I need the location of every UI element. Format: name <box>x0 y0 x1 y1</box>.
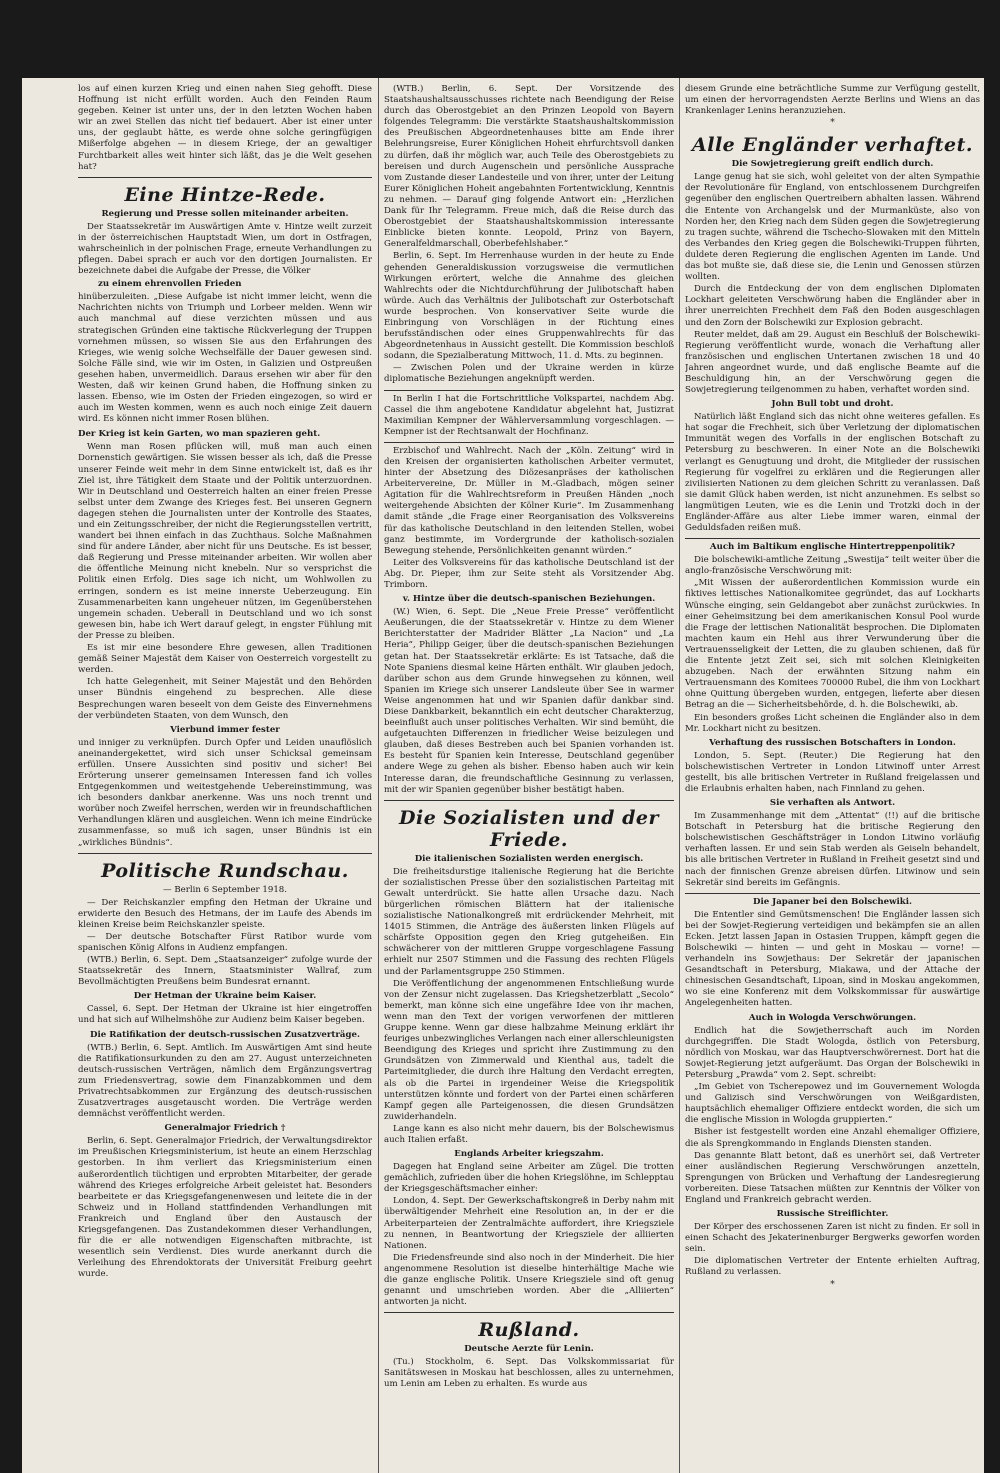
paragraph: Im Zusammenhange mit dem „Attentat“ (!!) auf die britische Botschaft in Petersburg hat die britische Regierung den bolschewistischen Geschäftsträger in London Litwino vorläufig verhaften lassen. Er und sein Stab werden als Geiseln behandelt, bis alle britischen Vertreter in Rußland in Freiheit gesetzt sind und nach der finnischen Grenze abreisen dürfen. Litwinow und sein Sekretär sind bereits im Gefängnis. <box>685 811 980 888</box>
paragraph: Durch die Entdeckung der von dem englischen Diplomaten Lockhart geleiteten Verschwörung haben die Engländer aber in ihrer unerreichten Frechheit dem Faß den Boden ausgeschlagen und den Zorn der Bolschewiki zur Explosion gebracht. <box>685 284 980 328</box>
subhead-regierung-presse: Regierung und Presse sollen miteinander arbeiten. <box>101 208 349 219</box>
paragraph: Ein besonders großes Licht scheinen die Engländer also in dem Mr. Lockhart nicht zu besitzen. <box>685 712 980 734</box>
paragraph: Lange kann es also nicht mehr dauern, bis der Bolschewismus auch Italien erfaßt. <box>384 1123 674 1145</box>
section-divider <box>78 853 372 854</box>
column-2 <box>384 84 674 1473</box>
paragraph: — Der Reichskanzler empfing den Hetman der Ukraine und erwiderte den Besuch des Hetmans, der im Laufe des Abends im kleinen Kreise beim Reichskanzler speiste. <box>78 897 372 930</box>
column-1 <box>78 84 372 1473</box>
subhead-litwinoff: Verhaftung des russischen Botschafters in London. <box>709 737 956 748</box>
subhead-spanien: v. Hintze über die deutsch-spanischen Beziehungen. <box>402 594 656 605</box>
star-separator: * <box>830 118 835 129</box>
subhead-antwort: Sie verhaften als Antwort. <box>769 798 896 809</box>
paragraph: Erzbischof und Wahlrecht. Nach der „Köln. Zeitung“ wird in den Kreisen der organisierten katholischen Arbeiter vermutet, hinter der Absetzung des Diözesanpräses der katholischen Arbeitervereine, Dr. Müller in M.-Gladbach, mögen seiner Agitation für die Wahlrechtsreform in Preußen Händen „noch weitergehende Absichten der Kölner Kurie“. Im Zusammenhang damit stände „die Frage einer Reorganisation des Volksvereins für das katholische Deutschland in den leitenden Stellen, wobei ganz bestimmte, im Vordergrunde der katholisch-sozialen Bewegung stehende, Persönlichkeiten genannt würden.“ <box>384 445 674 556</box>
paragraph: hinüberzuleiten. „Diese Aufgabe ist nicht immer leicht, wenn die Nachrichten nichts von Triumph und Lorbeer melden. Wenn wir auch manchmal auf diese verzichten müssen und aus strategischen Gründen eine taktische Rückverlegung der Truppen vornehmen müssen, so wissen Sie aus den Erfahrungen des Krieges, wie wenig solche Wechselfälle der Dauer gewesen sind. Solche Fälle sind, wie wir im Osten, in Galizien und Ostpreußen gesehen haben, unvermeidlich. Daraus ersehen wir aber für den Westen, daß wir keinen Grund haben, die Hoffnung sinken zu lassen. Ebenso, wie im Osten der Frieden eingezogen, so wird er auch im Westen kommen, wenn es auch noch einige Zeit dauern wird. Es können nicht immer Rosen blühen. <box>78 292 372 425</box>
paragraph: (WTB.) Berlin, 6. Sept. Amtlich. Im Auswärtigen Amt sind heute die Ratifikationsurkunden zu den am 27. August unterzeichneten deutsch-russischen Verträgen, nämlich dem Ergänzungsvertrag zum Friedensvertrag, sowie dem Finanzabkommen und dem Privatrechtsabkommen zur Ergänzung des deutsch-russischen Zusatzvertrages ausgetauscht worden. Die Verträge werden demnächst veröffentlicht werden. <box>78 1042 372 1120</box>
subhead-hetman: Der Hetman der Ukraine beim Kaiser. <box>133 991 317 1002</box>
section-divider <box>685 893 980 894</box>
subhead-baltikum: Auch im Baltikum englische Hintertreppenpolitik? <box>709 542 956 553</box>
subhead-wologda: Auch in Wologda Verschwörungen. <box>748 1012 917 1023</box>
section-divider <box>384 442 674 443</box>
subhead-ratifikation: Die Ratifikation der deutsch-russischen Zusatzverträge. <box>90 1029 360 1040</box>
paragraph: „Mit Wissen der außerordentlichen Kommission wurde ein fiktives lettisches Nationalkomitee gegründet, das auf Lockharts Wünsche einging, sein Geldangebot aber zunächst zurückwies. In einer Geheimsitzung bei dem amerikanischen Konsul Pool wurde die Frage der lettischen Nationalität besprochen. Die Diplomaten machten kaum ein Hehl aus ihrer Verwunderung über die Vertrauensseligkeit der Letten, die zu glauben schienen, daß für die Entente jetzt Zeit sei, sich mit solchen Kleinigkeiten abzugeben. Nach der erwähnten Sitzung nahm ein Vertrauensmann des Komitees 700000 Rubel, die ihm von Lockhart ohne Quittung übergeben wurden, entgegen, lieferte aber diesen Betrag an die — Sicherheitsbehörde, d. h. die Bolschewiki, ab. <box>685 578 980 711</box>
paragraph: Berlin, 6. Sept. Im Herrenhause wurden in der heute zu Ende gehenden Generaldiskussion vorzugsweise die vermutlichen Wirkungen erörtert, welche die Annahme des gleichen Wahlrechts oder die Nichtdurchführung der Julibotschaft haben würde. Auch das Verhältnis der Julibotschaft zur Osterbotschaft wurde besprochen. Von konservativer Seite wurde die Einbringung von Vorschlägen in der Richtung eines berufsständischen oder eines Gruppenwahlrechts für das Abgeordnetenhaus in Aussicht gestellt. Die Kommission beschloß sodann, die Spezialberatung Mittwoch, 11. d. Mts. zu beginnen. <box>384 251 674 362</box>
paragraph: (Tu.) Stockholm, 6. Sept. Das Volkskommissariat für Sanitätswesen in Moskau hat beschlossen, alles zu unternehmen, um Lenin am Leben zu erhalten. Es wurde aus <box>384 1357 674 1390</box>
headline-hintze: Eine Hintze-Rede. <box>124 183 326 206</box>
subhead-japaner: Die Japaner bei den Bolschewiki. <box>753 896 912 907</box>
paragraph: Die bolschewiki-amtliche Zeitung „Swestija“ teilt weiter über die anglo-französische Verschwörung mit: <box>685 555 980 577</box>
paragraph: Das genannte Blatt betont, daß es unerhört sei, daß Vertreter einer ausländischen Regierung Verschwörungen anzetteln, Sprengungen von Brücken und Verhaftung der Landesregierung vorbereiten. Diese Tatsachen müßten zur Kenntnis der Völker von England und Frankreich gebracht werden. <box>685 1150 980 1205</box>
headline-rundschau: Politische Rundschau. <box>101 859 349 882</box>
section-divider <box>78 177 372 178</box>
column-rule-right <box>679 78 680 1473</box>
paragraph: Ich hatte Gelegenheit, mit Seiner Majestät und den Behörden unser Bündnis eingehend zu besprechen. Alle diese Besprechungen waren beseelt von dem Geiste des Einvernehmens der verbündeten Staaten, von dem Wunsch, den <box>78 677 372 721</box>
paragraph: Wenn man Rosen pflücken will, muß man auch einen Dornenstich gewärtigen. Sie wissen besser als ich, daß die Presse unserer Feinde weit mehr in dem Sinne entwickelt ist, daß es ihr Ziel ist, ihre Tätigkeit dem Staate und der Politik unterzuordnen. Wir in Deutschland und Oesterreich halten an einer freien Presse selbst unter dem Zwange des Krieges fest. Bei unseren Gegnern dagegen stehen die Journalisten unter der Kontrolle des Staates, und ein Zeitungsschreiber, der nicht die Regierungsstellen vertritt, wandert bei ihnen einfach in das Zuchthaus. Solche Maßnahmen sind für andere Länder, aber nicht für uns Deutsche. Es ist besser, daß Regierung und Presse miteinander arbeiten. Wir wollen aber die öffentliche Meinung nicht knebeln. Nur so versprichst die Politik einen Erfolg. Dies sage ich nicht, um Wohlwollen zu erringen, sondern es ist meine innerste Ueberzeugung. Ein Zusammenarbeiten kann ungeheuer nützen, im Gegenüberstehen ungemein schaden. Ueberall in Deutschland und wo ich sonst gewesen bin, habe ich Wert darauf gelegt, in engster Fühlung mit der Presse zu bleiben. <box>78 442 372 641</box>
subhead-john-bull: John Bull tobt und droht. <box>771 399 894 410</box>
star-separator: * <box>830 1279 835 1290</box>
paragraph: „Im Gebiet von Tscherepowez und im Gouvernement Wologda und Galizisch sind Verschwörungen von Weißgardisten, hauptsächlich ehemaliger Offiziere entdeckt worden, die sich um die englische Mission in Wologda gruppierten.“ <box>685 1082 980 1126</box>
paragraph: Es ist mir eine besondere Ehre gewesen, allen Traditionen gemäß Seiner Majestät dem Kaiser von Oesterreich vorgestellt zu werden. <box>78 643 372 676</box>
paragraph: Lange genug hat sie sich, wohl geleitet von der alten Sympathie der Revolutionäre für England, von entschlossenem Durchgreifen gegenüber den englischen Quertreibern abhalten lassen. Während die Entente von Archangelsk und der Murmanküste, also von Norden her, den Krieg nach dem Süden gegen die Sowjetregierung zu tragen suchte, während die Tschecho-Slowaken mit den Mitteln des Verbandes den Krieg gegen die Bolschewiki-Truppen führten, duldete deren Regierung die englischen Agenten im Lande. Und das bot mußte sie, daß diese sie, die Lenin und Genossen stürzen wollten. <box>685 172 980 283</box>
section-divider <box>384 800 674 801</box>
dateline: — Berlin 6 September 1918. <box>163 884 287 895</box>
paragraph: Natürlich läßt England sich das nicht ohne weiteres gefallen. Es hat sogar die Frechheit, sich über Verletzung der diplomatischen Immunität wegen des Vorfalls in der englischen Botschaft zu Petersburg zu beschweren. In einer Note an die Bolschewiki verlangt es Genugtuung und droht, die Mitglieder der russischen Regierung für vogelfrei zu erklären und die Regierungen aller zivilisierten Nationen zu dem gleichen Schritt zu veranlassen. Daß sie damit Glück haben werden, ist nicht anzunehmen. Es selbst so langmütigen Leuten, wie es die Lenin und Trotzki doch in der Engländer-Affäre aus alter Liebe immer waren, einmal der Geduldsfaden reißen muß. <box>685 412 980 534</box>
subhead-garten: Der Krieg ist kein Garten, wo man spazieren geht. <box>78 429 321 440</box>
paragraph: (W.) Wien, 6. Sept. Die „Neue Freie Presse“ veröffentlicht Aeußerungen, die der Staatssekretär v. Hintze zu dem Wiener Berichterstatter der Madrider Blätter „La Nacion“ und „La Heria“, Philipp Geiger, über die deutsch-spanischen Beziehungen getan hat. Der Staatssekretär erklärte: Es ist Tatsache, daß die Note Spaniens diesmal keine Härten enthält. Wir glauben jedoch, darüber schon aus dem Grunde hinwegsehen zu können, weil Spanien im Kriege sich unserer Landsleute über See in warmer Weise angenommen hat und wir Spanien dafür dankbar sind. Diese Dankbarkeit, bekanntlich ein echt deutscher Charakterzug, beeinflußt auch unser politisches Verhalten. Wir sind bemüht, die aufgetauchten Differenzen in friedlicher Weise beizulegen und glauben, daß dieses Bestreben auch bei Spanien vorhanden ist. Es besteht für Spanien kein Interesse, Deutschland gegenüber andere Wege zu gehen als bisher. Ebenso haben auch wir kein Interesse daran, die freundschaftliche Gesinnung zu verlassen, mit der wir Spanien gegenüber bisher bestätigt haben. <box>384 607 674 795</box>
column-rule-left <box>378 78 379 1473</box>
subhead-streiflichter: Russische Streiflichter. <box>776 1209 889 1220</box>
newspaper-page <box>22 78 984 1473</box>
subhead-aerzte: Deutsche Aerzte für Lenin. <box>464 1344 594 1355</box>
paragraph: London, 4. Sept. Der Gewerkschaftskongreß in Derby nahm mit überwältigender Mehrheit eine Resolution an, in der er die Arbeiterparteien der Zentralmächte auffordert, ihre Kriegsziele zu nennen, in Beantwortung der Kriegsziele der alliierten Nationen. <box>384 1196 674 1251</box>
paragraph: (WTB.) Berlin, 6. Sept. Dem „Staatsanzeiger“ zufolge wurde der Staatssekretär des Innern, Staatsminister Wallraf, zum Bevollmächtigten Preußens beim Bundesrat ernannt. <box>78 955 372 988</box>
section-divider <box>384 1312 674 1313</box>
paragraph: Bisher ist festgestellt worden eine Anzahl ehemaliger Offiziere, die als Sprengkommando in Englands Diensten standen. <box>685 1127 980 1149</box>
paragraph: und inniger zu verknüpfen. Durch Opfer und Leiden unauflöslich aneinandergekettet, wird sich unser Schicksal gemeinsam erfüllen. Unsere Aussichten sind positiv und sicher! Bei Erörterung unserer gemeinsamen Interessen fand ich volles Entgegenkommen und weitestgehende Uebereinstimmung, was ich besonders dankbar anerkenne. Was uns noch trennt und worüber noch Zweifel herrschen, werden wir in freundschaftlichen Verhandlungen klären und ausgleichen. Wenn ich meine Eindrücke zusammenfasse, so muß ich sagen, unser Bündnis ist ein „wirkliches Bündnis“. <box>78 737 372 848</box>
paragraph: Leiter des Volksvereins für das katholische Deutschland ist der Abg. Dr. Pieper, ihm zur Seite steht als Vorsitzender Abg. Trimborn. <box>384 557 674 591</box>
paragraph: Die Ententler sind Gemütsmenschen! Die Engländer lassen sich bei der Sowjet-Regierung verteidigen und bekämpfen sie an allen Ecken. Jetzt lassen Japan in Ostasien Truppen, kämpft gegen die Bolschewiki — hinten — und geht in Moskau — vorne! — verhandeln ins Sowjethaus: Der Sekretär der japanischen Gesandtschaft in Petersburg, Miakawa, und der Attache der chinesischen Gesandtschaft, Lipoan, sind in Moskau angekommen, wo sie eine Konferenz mit dem Volkskommissar für auswärtige Angelegenheiten hatten. <box>685 909 980 1009</box>
headline-russland: Rußland. <box>478 1319 580 1342</box>
paragraph: In Berlin I hat die Fortschrittliche Volkspartei, nachdem Abg. Cassel die ihm angebotene Kandidatur abgelehnt hat, Justizrat Maximilian Kempner der Wählerversammlung vorgeschlagen. — Kempner ist der Rechtsanwalt der Hochfinanz. <box>384 393 674 437</box>
paragraph: Cassel, 6. Sept. Der Hetman der Ukraine ist hier eingetroffen und hat sich auf Wilhelmshöhe zur Audienz beim Kaiser begeben. <box>78 1004 372 1026</box>
paragraph: Reuter meldet, daß am 29. August ein Beschluß der Bolschewiki-Regierung veröffentlicht wurde, wonach die Verhaftung aller französischen und englischen Untertanen zwischen 18 und 40 Jahren angeordnet wurde, und daß englische Beamte auf die Beschuldigung hin, an der Verschwörung gegen die Sowjetregierung teilgenommen zu haben, verhaftet worden sind. <box>685 329 980 396</box>
headline-englaender: Alle Engländer verhaftet. <box>692 134 973 157</box>
subhead-vierbund: Vierbund immer fester <box>170 724 280 735</box>
paragraph: Berlin, 6. Sept. Generalmajor Friedrich, der Verwaltungsdirektor im Preußischen Kriegsministerium, ist heute an einem Herzschlag gestorben. In ihm verliert das Kriegsministerium einen außerordentlich tüchtigen und erprobten Mitarbeiter, der gerade während des Krieges erfolgreiche Arbeit geleistet hat. Besonders bearbeitete er das Kriegsgefangenenwesen und leitete die in der Schweiz und in Holland stattfindenden Verhandlungen mit Frankreich und England über den Austausch der Kriegsgefangenen. Das Zustandekommen dieser Verhandlungen, für die er alle notwendigen Eigenschaften mitbrachte, ist wesentlich sein Verdienst. Dies wurde anerkannt durch die Verleihung des Ehrendoktorats der Universität Freiburg geehrt wurde. <box>78 1136 372 1280</box>
paragraph: Die Friedensfreunde sind also noch in der Minderheit. Die hier angenommene Resolution ist dieselbe hinterhältige Mache wie die ganze englische Politik. Unsere Kriegsziele sind oft genug genannt und umschrieben worden. Aber die „Alliierten“ antworten ja nicht. <box>384 1252 674 1308</box>
paragraph: Dagegen hat England seine Arbeiter am Zügel. Die trotten gemächlich, zufrieden über die hohen Kriegslöhne, im Schlepptau der Kriegsgeschäftsmacher einher: <box>384 1162 674 1195</box>
subhead-england: Englands Arbeiter kriegszahm. <box>454 1149 604 1160</box>
paragraph: (WTB.) Berlin, 6. Sept. Der Vorsitzende des Staatshaushaltsausschusses richtete nach Beendigung der Reise durch das Oberostgebiet an den Prinzen Leopold von Bayern folgendes Telegramm: Die verstärkte Staatshaushaltskommission des Preußischen Abgeordnetenhauses bitte am Ende ihrer Belehrungsreise, Eurer Königlichen Hoheit ehrfurchtsvoll danken zu dürfen, daß ihr möglich war, auch Teile des Oberostgebiets zu bereisen und durch Augenschein und persönliche Aussprache vom Zustande dieser Landesteile und von ihrer, unter der Leitung Eurer Königlichen Hoheit angebahnten Fortentwicklung, Kenntnis zu nehmen. — Darauf ging folgende Antwort ein: „Herzlichen Dank für Ihr Telegramm. Freue mich, daß die Reise durch das Oberostgebiet der Staatshaushaltskommission interessante Einblicke bieten konnte. Leopold, Prinz von Bayern, Generalfeldmarschall, Oberbefehlshaber.“ <box>384 84 674 250</box>
article-continuation: los auf einen kurzen Krieg und einen nahen Sieg gehofft. Diese Hoffnung ist nicht erfüllt worden. Auch den Feinden Raum gegeben. Keiner ist unter uns, der in den letzten Wochen haben wir an zwei Stellen das nicht tief bedauert. Aber ist einer unter uns, der geglaubt hätte, es werde ohne solche geringfügigen Mißerfolge abgehen — in diesem Kriege, der an gewaltiger Furchtbarkeit alles weit hinter sich läßt, das je die Welt gesehen hat? <box>78 84 372 172</box>
paragraph: Die diplomatischen Vertreter der Entente erhielten Auftrag, Rußland zu verlassen. <box>685 1256 980 1278</box>
pull-line: zu einem ehrenvollen Frieden <box>98 279 242 290</box>
paragraph: Endlich hat die Sowjetherrschaft auch im Norden durchgegriffen. Die Stadt Wologda, östlich von Petersburg, nördlich von Moskau, war das Hauptverschwörernest. Dort hat die Sowjet-Regierung jetzt aufgeräumt. Das Organ der Bolschewiki in Petersburg „Prawda“ vom 2. Sept. schreibt: <box>685 1025 980 1080</box>
subhead-sowjet: Die Sowjetregierung greift endlich durch. <box>731 159 934 170</box>
paragraph: Die freiheitsdurstige italienische Regierung hat die Berichte der sozialistischen Presse über den sozialistischen Parteitag mit Gewalt unterdrückt. Sie hatte allen Ursache dazu. Nach bürgerlichen römischen Blättern hat der italienische sozialistische Nationalkongreß mit erdrückender Mehrheit, mit 14015 Stimmen, die Anträge des äußersten linken Flügels auf schärfste Opposition gegen den Krieg gutgeheißen. Ein schwächerer von der mittleren Gruppe vorgeschlagene Fassung erhielt nur 2507 Stimmen und die Fassung des rechten Flügels und der Parlamentsgruppe 250 Stimmen. <box>384 866 674 977</box>
subhead-friedrich: Generalmajor Friedrich † <box>164 1123 286 1134</box>
headline-sozialisten: Die Sozialisten und der Friede. <box>399 806 659 851</box>
section-divider <box>384 390 674 391</box>
column-3 <box>685 84 980 1473</box>
paragraph: Die Veröffentlichung der angenommenen Entschließung wurde von der Zensur nicht zugelassen. Das Kriegshetzerblatt „Secolo“ bemerkt, man könne sich eine ungefähre Idee von ihr machen, wenn man den Text der vorigen verworfenen der mittleren Gruppe kenne. Wenn gar diese halbzahme Meinung erklärt ihr feuriges unbezwingliches Verlangen nach einer allerschleunigsten Beendigung des Krieges und spricht ihre Zustimmung zu den Grundsätzen von Zimmerwald und Kienthal aus, tadelt die Parteimitglieder, die durch ihre Haltung den Verdacht erregten, als ob die Partei in irgendeiner Weise die Kriegspolitik unterstützen könnte und fordert von der Partei einen schärferen Kampf gegen alle Parteigenossen, die diesen Grundsätzen zuwiderhandeln. <box>384 978 674 1122</box>
paragraph: London, 5. Sept. (Reuter.) Die Regierung hat den bolschewistischen Vertreter in London Litwinoff unter Arrest gestellt, bis alle britischen Vertreter in Rußland freigelassen und die Erlaubnis erhalten haben, nach Finnland zu gehen. <box>685 750 980 794</box>
section-divider <box>685 538 980 539</box>
paragraph: Der Staatssekretär im Auswärtigen Amte v. Hintze weilt zurzeit in der österreichischen Hauptstadt Wien, um dort in Ostfragen, wahrscheinlich in der polnischen Frage, erneute Verhandlungen zu pflegen. Dabei sprach er auch vor den dortigen Journalisten. Er bezeichnete dabei die Aufgabe der Presse, die Völker <box>78 221 372 277</box>
article-continuation: diesem Grunde eine beträchtliche Summe zur Verfügung gestellt, um einen der hervorragendsten Aerzte Berlins und Wiens an das Krankenlager Lenins heranzuziehen. <box>685 84 980 117</box>
subhead-italien: Die italienischen Sozialisten werden energisch. <box>414 853 644 864</box>
paragraph: Der Körper des erschossenen Zaren ist nicht zu finden. Er soll in einen Schacht des Jekaterinenburger Bergwerks geworfen worden sein. <box>685 1222 980 1255</box>
paragraph: — Zwischen Polen und der Ukraine werden in kürze diplomatische Beziehungen angeknüpft werden. <box>384 363 674 385</box>
paragraph: — Der deutsche Botschafter Fürst Ratibor wurde vom spanischen König Alfons in Audienz empfangen. <box>78 931 372 953</box>
